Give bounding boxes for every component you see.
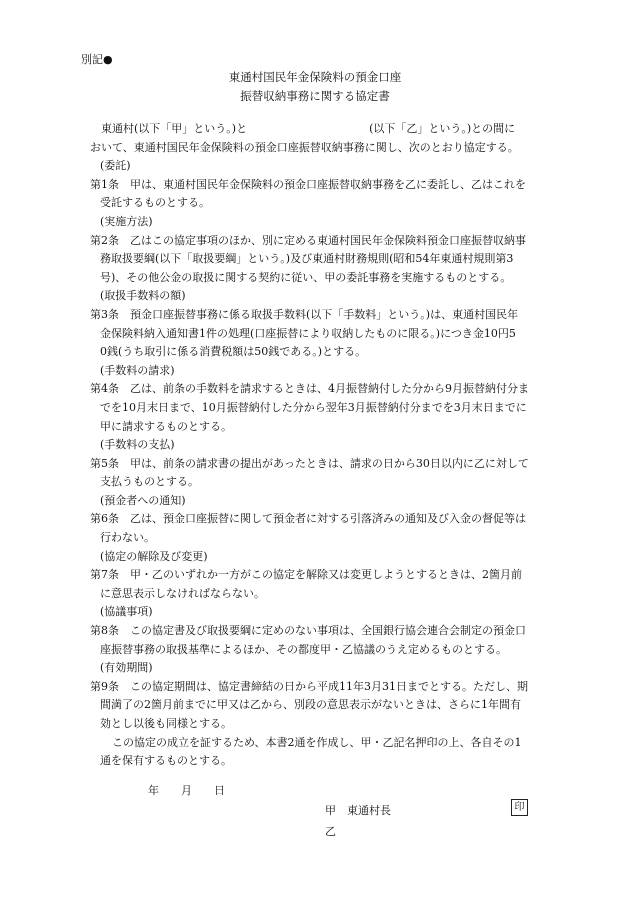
article-1-heading: (委託) — [100, 159, 131, 173]
date-month: 月 — [181, 784, 192, 797]
article-5-line: 支払うものとする。 — [100, 475, 199, 489]
article-2-line: 号)、その他公金の取扱に関する契約に従い、甲の委託事務を実施するものとする。 — [100, 270, 512, 284]
article-4-heading: (手数料の請求) — [100, 363, 175, 377]
closing-line1: この協定の成立を証するため、本書2通を作成し、甲・乙記名押印の上、各自その1 — [112, 735, 522, 749]
article-3-heading: (取扱手数料の額) — [100, 289, 186, 303]
article-9-line: 効とし以後も同様とする。 — [100, 717, 232, 730]
article-3-line: 金保険料納入通知書1件の処理(口座振替により収納したものに限る。)につき金10円5 — [100, 326, 516, 340]
article-1-line: 受託するものとする。 — [100, 196, 210, 210]
article-4-line: 第4条 乙は、前条の手数料を請求するときは、4月振替納付した分から9月振替納付分ま — [90, 382, 529, 396]
date-year: 年 — [148, 784, 159, 797]
appendix-label: 別記● — [81, 53, 113, 66]
article-9-line: 第9条 この協定期間は、協定書締結の日から平成11年3月31日までとする。ただし、期 — [90, 679, 528, 693]
article-2-line: 第2条 乙はこの協定事項のほか、別に定める東通村国民年金保険料預金口座振替収納事 — [90, 233, 526, 247]
seal-mark: 印 — [511, 799, 528, 816]
article-2-line: 務取扱要綱(以下「取扱要綱」という。)及び東通村財務規則(昭和54年東通村規則第3 — [100, 252, 514, 266]
article-4-line: でを10月末日まで、10月振替納付した分から翌年3月振替納付分までを3月末日までに — [100, 400, 527, 414]
article-3-line: 0銭(うち取引に係る消費税額は50銭である。)とする。 — [100, 345, 367, 359]
article-2-heading: (実施方法) — [100, 214, 153, 228]
article-4-line: 甲に請求するものとする。 — [100, 419, 232, 433]
signature-party-2: 乙 — [325, 825, 336, 838]
article-7-heading: (協定の解除及び変更) — [100, 549, 208, 563]
preamble-line2: おいて、東通村国民年金保険料の預金口座振替収納事務に関し、次のとおり協定する。 — [90, 140, 519, 154]
article-8-heading: (協議事項) — [100, 605, 153, 619]
article-8-line: 第8条 この協定書及び取扱要綱に定めのない事項は、全国銀行協会連合会制定の預金口 — [90, 624, 526, 638]
article-6-line: 第6条 乙は、預金口座振替に関して預金者に対する引落済みの通知及び入金の督促等は — [90, 512, 526, 526]
preamble-line1-end: (以下「乙」という。)との間に — [369, 122, 516, 135]
article-5-heading: (手数料の支払) — [100, 438, 175, 452]
closing-line2: 通を保有するものとする。 — [100, 754, 232, 768]
article-9-heading: (有効期間) — [100, 661, 153, 675]
article-7-line: に意思表示しなければならない。 — [100, 586, 265, 600]
article-9-line: 間満了の2箇月前までに甲又は乙から、別段の意思表示がないときは、さらに1年間有 — [100, 698, 521, 712]
document-title-line1: 東通村国民年金保険料の預金口座 — [228, 70, 402, 84]
article-8-line: 座振替事務の取扱基準によるほか、その都度甲・乙協議のうえ定めるものとする。 — [100, 642, 507, 656]
article-6-heading: (預金者への通知) — [100, 493, 186, 507]
article-5-line: 第5条 甲は、前条の請求書の提出があったときは、請求の日から30日以内に乙に対して — [90, 456, 529, 470]
signature-party-1: 甲 東通村長 — [325, 804, 391, 817]
article-3-line: 第3条 預金口座振替事務に係る取扱手数料(以下「手数料」という。)は、東通村国民年 — [90, 307, 519, 321]
date-day: 日 — [214, 784, 225, 797]
document-title-line2: 振替収納事務に関する協定書 — [240, 89, 390, 103]
article-1-line: 第1条 甲は、東通村国民年金保険料の預金口座振替収納事務を乙に委託し、乙はこれを — [90, 177, 526, 191]
preamble-line1 — [90, 120, 550, 139]
preamble-line1-start: 東通村(以下「甲」という。)と — [101, 122, 248, 135]
document-body — [90, 120, 550, 771]
article-6-line: 行わない。 — [100, 531, 155, 545]
article-7-line: 第7条 甲・乙のいずれか一方がこの協定を解除又は変更しようとするときは、2箇月前 — [90, 568, 522, 582]
signing-date — [148, 782, 225, 798]
